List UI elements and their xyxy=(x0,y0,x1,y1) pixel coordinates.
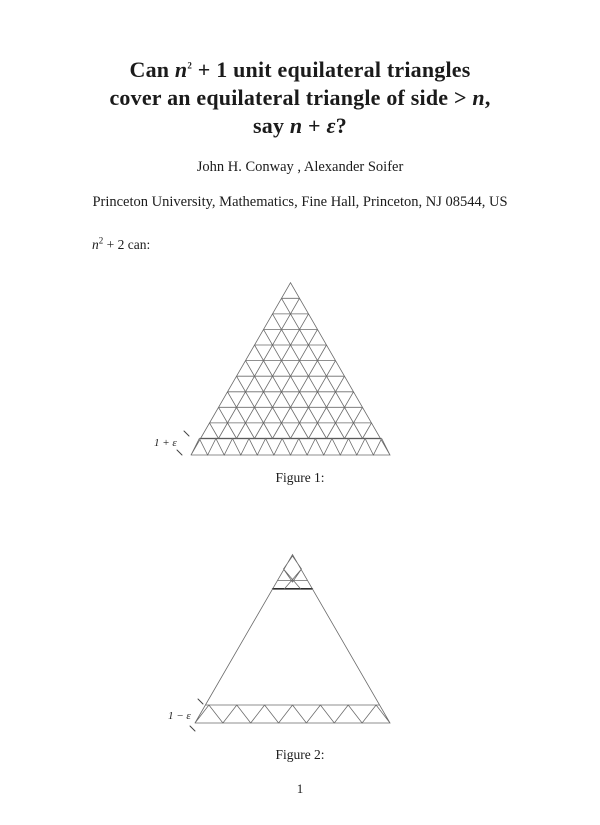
figure1-drawing xyxy=(140,270,402,466)
paper-title-line1 xyxy=(0,58,600,82)
authors-line: John H. Conway , Alexander Soifer xyxy=(196,159,404,175)
intro-text: + 2 can: xyxy=(103,237,151,252)
affiliation-line: Princeton University, Mathematics, Fine Hall, Princeton, NJ 08544, US xyxy=(92,194,508,210)
title-text: , xyxy=(484,85,491,110)
figure1-caption: Figure 1: xyxy=(275,470,325,485)
title-text: Can xyxy=(129,57,175,82)
intro-statement xyxy=(92,237,150,253)
intro-exponent: 2 xyxy=(98,235,104,246)
figure2-drawing xyxy=(150,545,402,740)
figure1-triangle-grid xyxy=(191,283,390,455)
figure1-strip-label: 1 + ε xyxy=(154,437,177,449)
figure2-strip-label: 1 − ε xyxy=(168,710,191,722)
figure2-caption: Figure 2: xyxy=(275,747,325,762)
title-text: say xyxy=(253,113,290,138)
title-math-n: n xyxy=(174,57,188,82)
title-text: cover an equilateral triangle of side > xyxy=(109,85,473,110)
title-math-n: n xyxy=(289,113,303,138)
figure2-triangle-outline-and-strip xyxy=(195,555,390,724)
title-text: + 1 unit equilateral triangles xyxy=(192,57,471,82)
title-exponent: 2 xyxy=(187,60,193,71)
paper-title-line2 xyxy=(0,86,600,110)
title-math-n: n xyxy=(472,85,485,110)
title-text: + xyxy=(302,113,327,138)
figure1-measure-ticks xyxy=(177,431,189,455)
paper-title-line3 xyxy=(0,114,600,138)
title-text: ? xyxy=(335,113,347,138)
intro-math-n: n xyxy=(92,237,99,252)
page-number: 1 xyxy=(296,781,304,796)
title-math-epsilon: ε xyxy=(326,113,336,138)
